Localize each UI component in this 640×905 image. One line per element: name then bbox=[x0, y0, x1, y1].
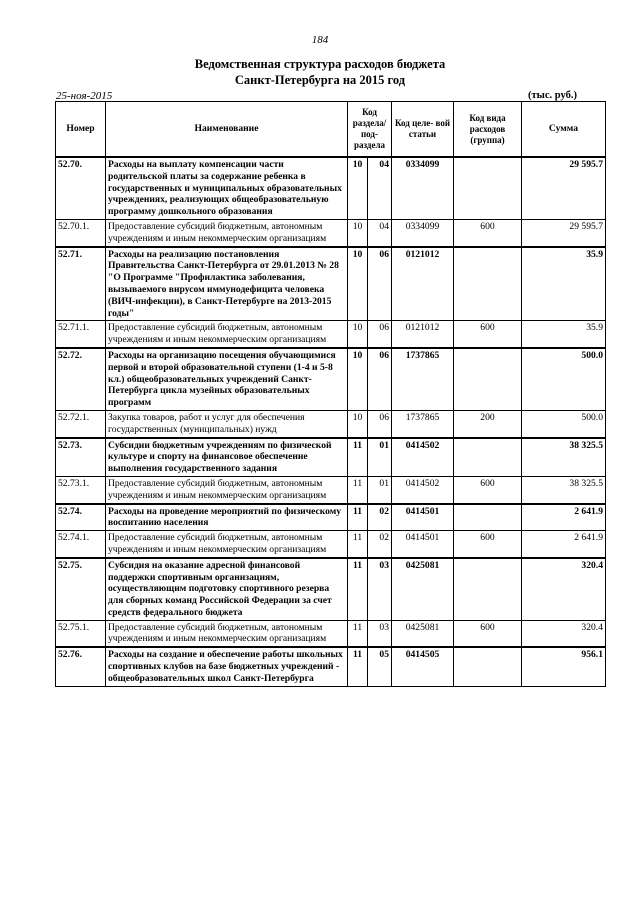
row-expense-type: 600 bbox=[454, 321, 522, 348]
table-row bbox=[56, 219, 606, 246]
row-article-code: 0334099 bbox=[392, 157, 454, 219]
row-sum: 29 595.7 bbox=[522, 219, 606, 246]
row-section-code: 11 bbox=[348, 438, 368, 477]
row-number: 52.73.1. bbox=[56, 476, 106, 503]
row-number: 52.72. bbox=[56, 348, 106, 410]
row-subsection-code: 02 bbox=[368, 531, 392, 558]
table-row-section bbox=[56, 558, 606, 620]
header-section-code: Код раздела/ под- раздела bbox=[348, 102, 392, 158]
row-subsection-code: 03 bbox=[368, 620, 392, 647]
row-expense-type: 200 bbox=[454, 410, 522, 437]
row-sum: 2 641.9 bbox=[522, 504, 606, 531]
table-row bbox=[56, 410, 606, 437]
table-body bbox=[56, 157, 606, 686]
row-expense-type bbox=[454, 247, 522, 321]
row-section-code: 10 bbox=[348, 247, 368, 321]
row-expense-type bbox=[454, 157, 522, 219]
row-name: Предоставление субсидий бюджетным, автономным учреждениям и иным некоммерческим организациям bbox=[106, 219, 348, 246]
table-row bbox=[56, 620, 606, 647]
table-row bbox=[56, 321, 606, 348]
row-subsection-code: 02 bbox=[368, 504, 392, 531]
table-row-section bbox=[56, 504, 606, 531]
row-expense-type: 600 bbox=[454, 531, 522, 558]
row-expense-type bbox=[454, 647, 522, 686]
row-expense-type bbox=[454, 504, 522, 531]
row-subsection-code: 01 bbox=[368, 438, 392, 477]
row-expense-type: 600 bbox=[454, 620, 522, 647]
table-row bbox=[56, 531, 606, 558]
row-number: 52.73. bbox=[56, 438, 106, 477]
table-row-section bbox=[56, 348, 606, 410]
row-article-code: 0414502 bbox=[392, 476, 454, 503]
document-title bbox=[0, 56, 640, 88]
row-subsection-code: 04 bbox=[368, 219, 392, 246]
row-sum: 2 641.9 bbox=[522, 531, 606, 558]
header-article-code: Код целе- вой статьи bbox=[392, 102, 454, 158]
table-row-section bbox=[56, 247, 606, 321]
row-section-code: 11 bbox=[348, 504, 368, 531]
table-row-section bbox=[56, 647, 606, 686]
header-name: Наименование bbox=[106, 102, 348, 158]
row-article-code: 0121012 bbox=[392, 247, 454, 321]
row-article-code: 0121012 bbox=[392, 321, 454, 348]
row-expense-type bbox=[454, 438, 522, 477]
row-name: Предоставление субсидий бюджетным, автономным учреждениям и иным некоммерческим организациям bbox=[106, 476, 348, 503]
table-row-section bbox=[56, 157, 606, 219]
row-subsection-code: 04 bbox=[368, 157, 392, 219]
row-number: 52.72.1. bbox=[56, 410, 106, 437]
title-line-2: Санкт-Петербурга на 2015 год bbox=[234, 73, 406, 87]
row-sum: 35.9 bbox=[522, 247, 606, 321]
row-name: Закупка товаров, работ и услуг для обеспечения государственных (муниципальных) нужд bbox=[106, 410, 348, 437]
row-subsection-code: 03 bbox=[368, 558, 392, 620]
row-subsection-code: 06 bbox=[368, 247, 392, 321]
row-sum: 29 595.7 bbox=[522, 157, 606, 219]
row-sum: 320.4 bbox=[522, 620, 606, 647]
row-article-code: 0414502 bbox=[392, 438, 454, 477]
row-section-code: 11 bbox=[348, 531, 368, 558]
row-subsection-code: 06 bbox=[368, 348, 392, 410]
row-number: 52.71. bbox=[56, 247, 106, 321]
table-row bbox=[56, 476, 606, 503]
row-sum: 38 325.5 bbox=[522, 438, 606, 477]
row-number: 52.75. bbox=[56, 558, 106, 620]
row-expense-type: 600 bbox=[454, 476, 522, 503]
row-section-code: 11 bbox=[348, 476, 368, 503]
budget-table bbox=[55, 101, 606, 687]
row-article-code: 0425081 bbox=[392, 558, 454, 620]
row-section-code: 10 bbox=[348, 321, 368, 348]
header-sum: Сумма bbox=[522, 102, 606, 158]
row-sum: 35.9 bbox=[522, 321, 606, 348]
row-name: Предоставление субсидий бюджетным, автономным учреждениям и иным некоммерческим организациям bbox=[106, 620, 348, 647]
row-section-code: 10 bbox=[348, 348, 368, 410]
row-subsection-code: 01 bbox=[368, 476, 392, 503]
row-name: Расходы на реализацию постановления Правительства Санкт-Петербурга от 29.01.2013 № 28 "О Программе "Профилактика заболевания, вызываемого вирусом иммунодефицита человека (ВИЧ-инфекции), в Санкт-Петербурге на 2013-2015 годы" bbox=[106, 247, 348, 321]
row-name: Расходы на проведение мероприятий по физическому воспитанию населения bbox=[106, 504, 348, 531]
row-name: Субсидии бюджетным учреждениям по физической культуре и спорту на финансовое обеспечение выполнения государственного задания bbox=[106, 438, 348, 477]
row-name: Расходы на выплату компенсации части родительской платы за содержание ребенка в государственных и муниципальных образовательных учреждениях, реализующих общеобразовательную программу дошкольного образования bbox=[106, 157, 348, 219]
row-expense-type: 600 bbox=[454, 219, 522, 246]
row-name: Субсидия на оказание адресной финансовой поддержки спортивным организациям, осуществляющим подготовку спортивного резерва для сборных команд Российской Федерации за счет средств федерального бюджета bbox=[106, 558, 348, 620]
row-name: Предоставление субсидий бюджетным, автономным учреждениям и иным некоммерческим организациям bbox=[106, 531, 348, 558]
row-sum: 500.0 bbox=[522, 348, 606, 410]
row-name: Расходы на организацию посещения обучающимися первой и второй образовательной ступени (1-4 и 5-8 кл.) общеобразовательных учреждений Санкт-Петербурга цикла музейных образовательных программ bbox=[106, 348, 348, 410]
header-number: Номер bbox=[56, 102, 106, 158]
row-expense-type bbox=[454, 558, 522, 620]
row-article-code: 0425081 bbox=[392, 620, 454, 647]
row-expense-type bbox=[454, 348, 522, 410]
row-subsection-code: 06 bbox=[368, 321, 392, 348]
row-article-code: 0414505 bbox=[392, 647, 454, 686]
row-subsection-code: 06 bbox=[368, 410, 392, 437]
row-subsection-code: 05 bbox=[368, 647, 392, 686]
row-sum: 500.0 bbox=[522, 410, 606, 437]
currency-unit: (тыс. руб.) bbox=[528, 90, 577, 101]
row-number: 52.76. bbox=[56, 647, 106, 686]
row-sum: 320.4 bbox=[522, 558, 606, 620]
row-number: 52.74. bbox=[56, 504, 106, 531]
row-number: 52.71.1. bbox=[56, 321, 106, 348]
report-date: 25-ноя-2015 bbox=[56, 90, 113, 102]
table-row-section bbox=[56, 438, 606, 477]
row-number: 52.75.1. bbox=[56, 620, 106, 647]
title-line-1: Ведомственная структура расходов бюджета bbox=[194, 57, 446, 71]
row-article-code: 0414501 bbox=[392, 531, 454, 558]
row-name: Предоставление субсидий бюджетным, автономным учреждениям и иным некоммерческим организациям bbox=[106, 321, 348, 348]
page-number: 184 bbox=[311, 34, 329, 46]
row-number: 52.70.1. bbox=[56, 219, 106, 246]
row-sum: 38 325.5 bbox=[522, 476, 606, 503]
row-article-code: 1737865 bbox=[392, 348, 454, 410]
row-sum: 956.1 bbox=[522, 647, 606, 686]
row-article-code: 0334099 bbox=[392, 219, 454, 246]
row-section-code: 10 bbox=[348, 219, 368, 246]
row-name: Расходы на создание и обеспечение работы школьных спортивных клубов на базе бюджетных учреждений - общеобразовательных школ Санкт-Петербурга bbox=[106, 647, 348, 686]
row-section-code: 11 bbox=[348, 620, 368, 647]
row-article-code: 0414501 bbox=[392, 504, 454, 531]
row-number: 52.74.1. bbox=[56, 531, 106, 558]
row-article-code: 1737865 bbox=[392, 410, 454, 437]
row-section-code: 11 bbox=[348, 558, 368, 620]
row-section-code: 11 bbox=[348, 647, 368, 686]
row-section-code: 10 bbox=[348, 410, 368, 437]
row-number: 52.70. bbox=[56, 157, 106, 219]
row-section-code: 10 bbox=[348, 157, 368, 219]
header-expense-type: Код вида расходов (группа) bbox=[454, 102, 522, 158]
table-header-row bbox=[56, 102, 606, 158]
